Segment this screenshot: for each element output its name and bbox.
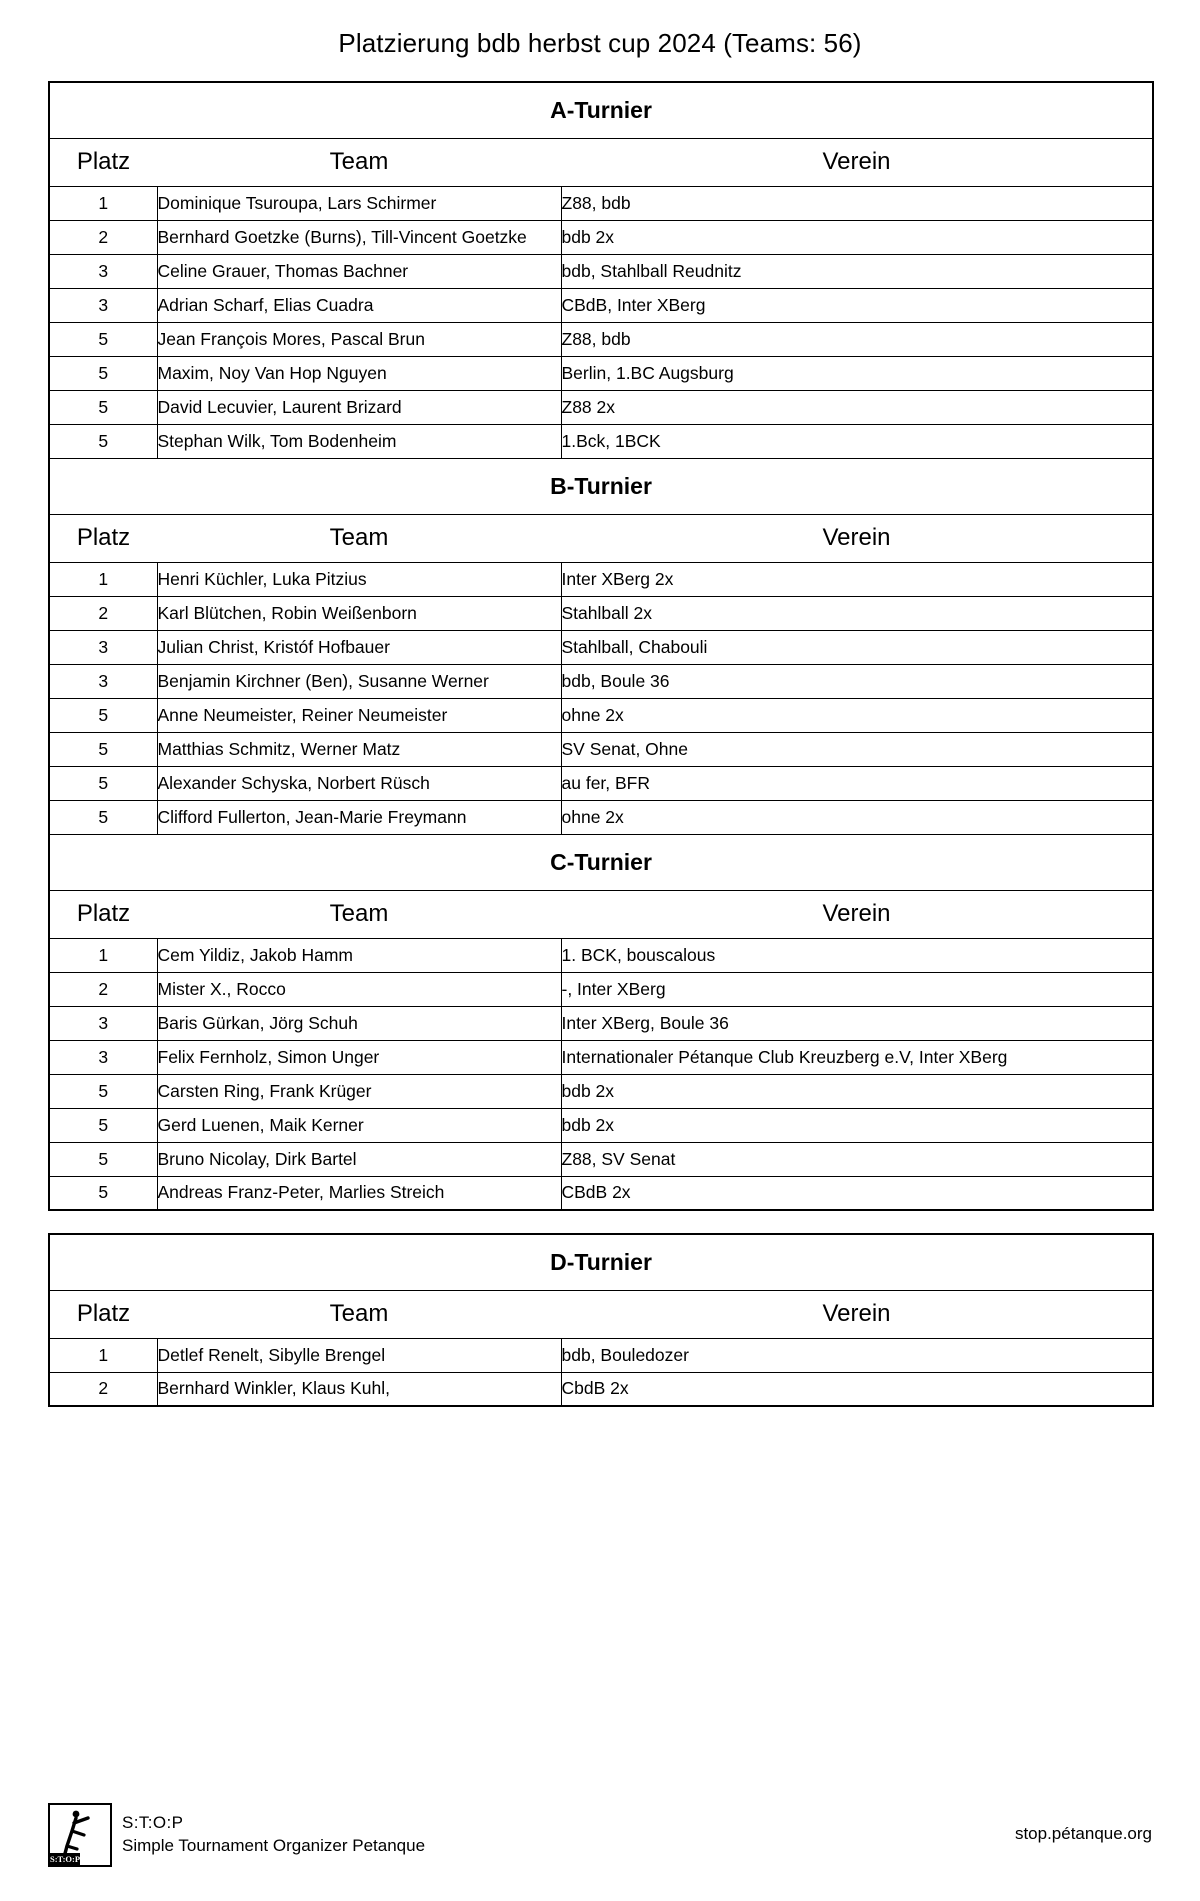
cell-platz: 5 [49, 424, 157, 458]
cell-platz: 5 [49, 1142, 157, 1176]
cell-platz: 5 [49, 732, 157, 766]
cell-team: Julian Christ, Kristóf Hofbauer [157, 630, 561, 664]
table-row [49, 254, 1153, 288]
cell-platz: 5 [49, 1074, 157, 1108]
cell-team: Henri Küchler, Luka Pitzius [157, 562, 561, 596]
cell-platz: 1 [49, 186, 157, 220]
column-header-verein: Verein [561, 1290, 1153, 1338]
cell-platz: 5 [49, 698, 157, 732]
cell-platz: 5 [49, 1176, 157, 1210]
cell-verein: Z88, bdb [561, 322, 1153, 356]
cell-team: Baris Gürkan, Jörg Schuh [157, 1006, 561, 1040]
cell-verein: bdb 2x [561, 220, 1153, 254]
table-row [49, 186, 1153, 220]
cell-verein: Z88, SV Senat [561, 1142, 1153, 1176]
column-header-row [49, 514, 1153, 562]
cell-team: Bruno Nicolay, Dirk Bartel [157, 1142, 561, 1176]
table-row [49, 972, 1153, 1006]
brand-block [48, 1803, 425, 1867]
cell-platz: 1 [49, 1338, 157, 1372]
table-row [49, 424, 1153, 458]
page-footer [48, 1793, 1152, 1877]
table-row [49, 938, 1153, 972]
cell-verein: bdb, Stahlball Reudnitz [561, 254, 1153, 288]
cell-verein: Berlin, 1.BC Augsburg [561, 356, 1153, 390]
cell-platz: 5 [49, 766, 157, 800]
column-header-platz: Platz [49, 138, 157, 186]
table-row [49, 288, 1153, 322]
cell-team: Jean François Mores, Pascal Brun [157, 322, 561, 356]
table-row [49, 390, 1153, 424]
cell-verein: bdb 2x [561, 1108, 1153, 1142]
cell-verein: -, Inter XBerg [561, 972, 1153, 1006]
column-header-platz: Platz [49, 1290, 157, 1338]
brand-full-name: Simple Tournament Organizer Petanque [122, 1836, 426, 1855]
table-row [49, 356, 1153, 390]
table-row [49, 1040, 1153, 1074]
table-row [49, 732, 1153, 766]
cell-verein: Stahlball 2x [561, 596, 1153, 630]
cell-team: Maxim, Noy Van Hop Nguyen [157, 356, 561, 390]
stop-logo-icon [48, 1803, 112, 1867]
cell-verein: CBdB, Inter XBerg [561, 288, 1153, 322]
cell-platz: 1 [49, 562, 157, 596]
table-row [49, 1142, 1153, 1176]
table-row [49, 1108, 1153, 1142]
cell-platz: 3 [49, 664, 157, 698]
column-header-team: Team [157, 138, 561, 186]
brand-abbreviation: S:T:O:P [122, 1813, 184, 1833]
cell-platz: 1 [49, 938, 157, 972]
cell-team: Clifford Fullerton, Jean-Marie Freymann [157, 800, 561, 834]
table-row [49, 766, 1153, 800]
cell-verein: Inter XBerg, Boule 36 [561, 1006, 1153, 1040]
cell-team: Cem Yildiz, Jakob Hamm [157, 938, 561, 972]
column-header-team: Team [157, 890, 561, 938]
table-row [49, 220, 1153, 254]
tournament-section-header [49, 82, 1153, 138]
cell-verein: ohne 2x [561, 698, 1153, 732]
table-row [49, 1372, 1153, 1406]
cell-platz: 3 [49, 1006, 157, 1040]
tournament-name: A-Turnier [49, 82, 1153, 138]
cell-platz: 3 [49, 1040, 157, 1074]
table-row [49, 630, 1153, 664]
cell-team: Felix Fernholz, Simon Unger [157, 1040, 561, 1074]
cell-verein: CbdB 2x [561, 1372, 1153, 1406]
cell-platz: 5 [49, 800, 157, 834]
cell-verein: au fer, BFR [561, 766, 1153, 800]
table-row [49, 1176, 1153, 1210]
cell-verein: CBdB 2x [561, 1176, 1153, 1210]
cell-team: Karl Blütchen, Robin Weißenborn [157, 596, 561, 630]
cell-team: Benjamin Kirchner (Ben), Susanne Werner [157, 664, 561, 698]
cell-verein: Inter XBerg 2x [561, 562, 1153, 596]
cell-team: Stephan Wilk, Tom Bodenheim [157, 424, 561, 458]
column-header-platz: Platz [49, 890, 157, 938]
cell-team: Detlef Renelt, Sibylle Brengel [157, 1338, 561, 1372]
table-row [49, 596, 1153, 630]
table-row [49, 1006, 1153, 1040]
tournament-section-header [49, 1234, 1153, 1290]
cell-verein: 1.Bck, 1BCK [561, 424, 1153, 458]
cell-verein: 1. BCK, bouscalous [561, 938, 1153, 972]
cell-platz: 5 [49, 322, 157, 356]
tournament-name: D-Turnier [49, 1234, 1153, 1290]
cell-platz: 2 [49, 220, 157, 254]
table-row [49, 698, 1153, 732]
cell-platz: 5 [49, 356, 157, 390]
column-header-verein: Verein [561, 138, 1153, 186]
cell-team: Anne Neumeister, Reiner Neumeister [157, 698, 561, 732]
column-header-row [49, 1290, 1153, 1338]
column-header-row [49, 138, 1153, 186]
tournament-name: C-Turnier [49, 834, 1153, 890]
cell-team: Gerd Luenen, Maik Kerner [157, 1108, 561, 1142]
table-row [49, 322, 1153, 356]
column-header-team: Team [157, 1290, 561, 1338]
column-header-verein: Verein [561, 890, 1153, 938]
tournament-tables-container [48, 81, 1152, 1407]
cell-platz: 5 [49, 390, 157, 424]
cell-verein: bdb, Bouledozer [561, 1338, 1153, 1372]
cell-team: Adrian Scharf, Elias Cuadra [157, 288, 561, 322]
tournament-section-header [49, 834, 1153, 890]
column-header-team: Team [157, 514, 561, 562]
page-title: Platzierung bdb herbst cup 2024 (Teams: 56) [338, 28, 862, 58]
cell-team: Alexander Schyska, Norbert Rüsch [157, 766, 561, 800]
results-table [48, 1233, 1154, 1407]
table-row [49, 1338, 1153, 1372]
cell-team: Carsten Ring, Frank Krüger [157, 1074, 561, 1108]
table-row [49, 1074, 1153, 1108]
table-row [49, 800, 1153, 834]
cell-team: Bernhard Winkler, Klaus Kuhl, [157, 1372, 561, 1406]
cell-verein: bdb 2x [561, 1074, 1153, 1108]
tournament-name: B-Turnier [49, 458, 1153, 514]
column-header-verein: Verein [561, 514, 1153, 562]
cell-verein: Z88, bdb [561, 186, 1153, 220]
table-group-gap [48, 1211, 1152, 1233]
column-header-row [49, 890, 1153, 938]
cell-platz: 3 [49, 254, 157, 288]
cell-platz: 5 [49, 1108, 157, 1142]
cell-verein: SV Senat, Ohne [561, 732, 1153, 766]
svg-text:S:T:O:P: S:T:O:P [50, 1854, 81, 1864]
cell-team: Andreas Franz-Peter, Marlies Streich [157, 1176, 561, 1210]
tournament-section-header [49, 458, 1153, 514]
cell-team: David Lecuvier, Laurent Brizard [157, 390, 561, 424]
site-url[interactable]: stop.pétanque.org [1014, 1824, 1152, 1843]
cell-verein: Internationaler Pétanque Club Kreuzberg e.V, Inter XBerg [561, 1040, 1153, 1074]
cell-verein: Z88 2x [561, 390, 1153, 424]
cell-platz: 3 [49, 288, 157, 322]
cell-platz: 3 [49, 630, 157, 664]
cell-verein: ohne 2x [561, 800, 1153, 834]
table-row [49, 562, 1153, 596]
column-header-platz: Platz [49, 514, 157, 562]
cell-platz: 2 [49, 1372, 157, 1406]
cell-team: Bernhard Goetzke (Burns), Till-Vincent Goetzke [157, 220, 561, 254]
results-table [48, 81, 1154, 1211]
cell-team: Dominique Tsuroupa, Lars Schirmer [157, 186, 561, 220]
cell-team: Celine Grauer, Thomas Bachner [157, 254, 561, 288]
table-row [49, 664, 1153, 698]
cell-team: Mister X., Rocco [157, 972, 561, 1006]
cell-platz: 2 [49, 972, 157, 1006]
cell-verein: bdb, Boule 36 [561, 664, 1153, 698]
cell-team: Matthias Schmitz, Werner Matz [157, 732, 561, 766]
cell-platz: 2 [49, 596, 157, 630]
cell-verein: Stahlball, Chabouli [561, 630, 1153, 664]
